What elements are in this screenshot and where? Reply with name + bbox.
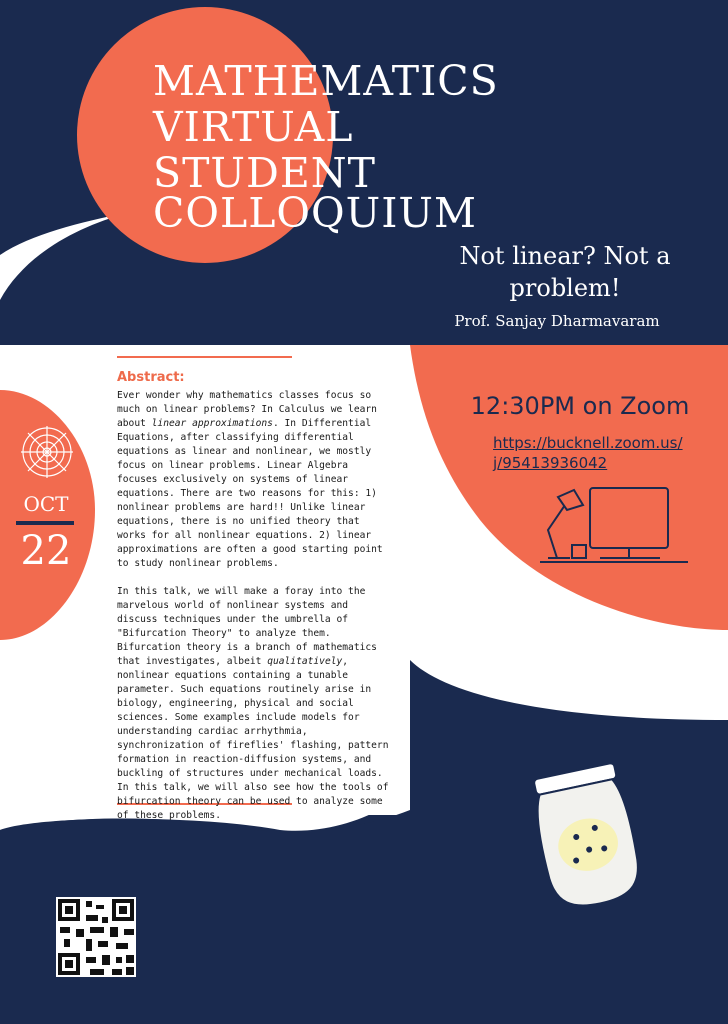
- date-day: 22: [20, 528, 72, 574]
- qr-code: [56, 897, 136, 977]
- abstract-paragraph-1: [117, 389, 392, 571]
- title-line-1: MATHEMATICS: [153, 57, 499, 105]
- date-month: OCT: [23, 492, 69, 516]
- abstract-paragraph-2: [117, 585, 392, 823]
- abstract-p2-emphasis: qualitatively: [267, 656, 343, 667]
- event-time: 12:30PM on Zoom: [470, 392, 690, 420]
- title-line-3: STUDENT: [153, 149, 377, 197]
- abstract-section: [117, 371, 392, 837]
- abstract-p1-emphasis: linear approximations: [151, 418, 273, 429]
- date-divider: [16, 521, 74, 525]
- right-coral-shape: [410, 345, 728, 630]
- abstract-p1-end: . In Differential Equations, after classifying differential equations as linear and nonlinear, we mostly focus on linear problems. Linear Algebra focuses exclusively on systems of linear equations. There are two reasons for this: 1) nonlinear problems are hard!! Unlike linear equations, there is no unified theory that works for all nonlinear equations. 2) linear approximations are often a good starting point to study nonlinear problems.: [117, 418, 383, 569]
- abstract-heading: Abstract:: [117, 370, 185, 385]
- title-line-4: COLLOQUIUM: [153, 189, 477, 237]
- talk-title: Not linear? Not a problem!: [459, 242, 671, 302]
- zoom-link[interactable]: https://bucknell.zoom.us/j/95413936042: [493, 434, 683, 472]
- abstract-top-rule: [117, 356, 292, 358]
- abstract-p1-start: Ever wonder why mathematics classes focus so much on linear problems? In Calculus we learn about: [117, 390, 377, 429]
- abstract-p2-end: , nonlinear equations containing a tunable parameter. Such equations routinely arise in biology, engineering, physical and social sciences. Some examples include models for understanding cardiac arrhythmia, synchronization of fireflies' flashing, pattern formation in reaction-diffusion systems, and buckling of structures under mechanical loads. In this talk, we will also see how the tools of bifurcation theory can be used to analyze some of these problems.: [117, 656, 389, 821]
- title-line-2: VIRTUAL: [153, 103, 354, 151]
- spider-web-icon: [21, 426, 73, 478]
- speaker-name: Prof. Sanjay Dharmavaram: [454, 312, 660, 330]
- abstract-p2-start: In this talk, we will make a foray into the marvelous world of nonlinear systems and discuss techniques under the umbrella of "Bifurcation Theory" to analyze them. Bifurcation theory is a branch of mathematics that investigates, albeit: [117, 586, 377, 667]
